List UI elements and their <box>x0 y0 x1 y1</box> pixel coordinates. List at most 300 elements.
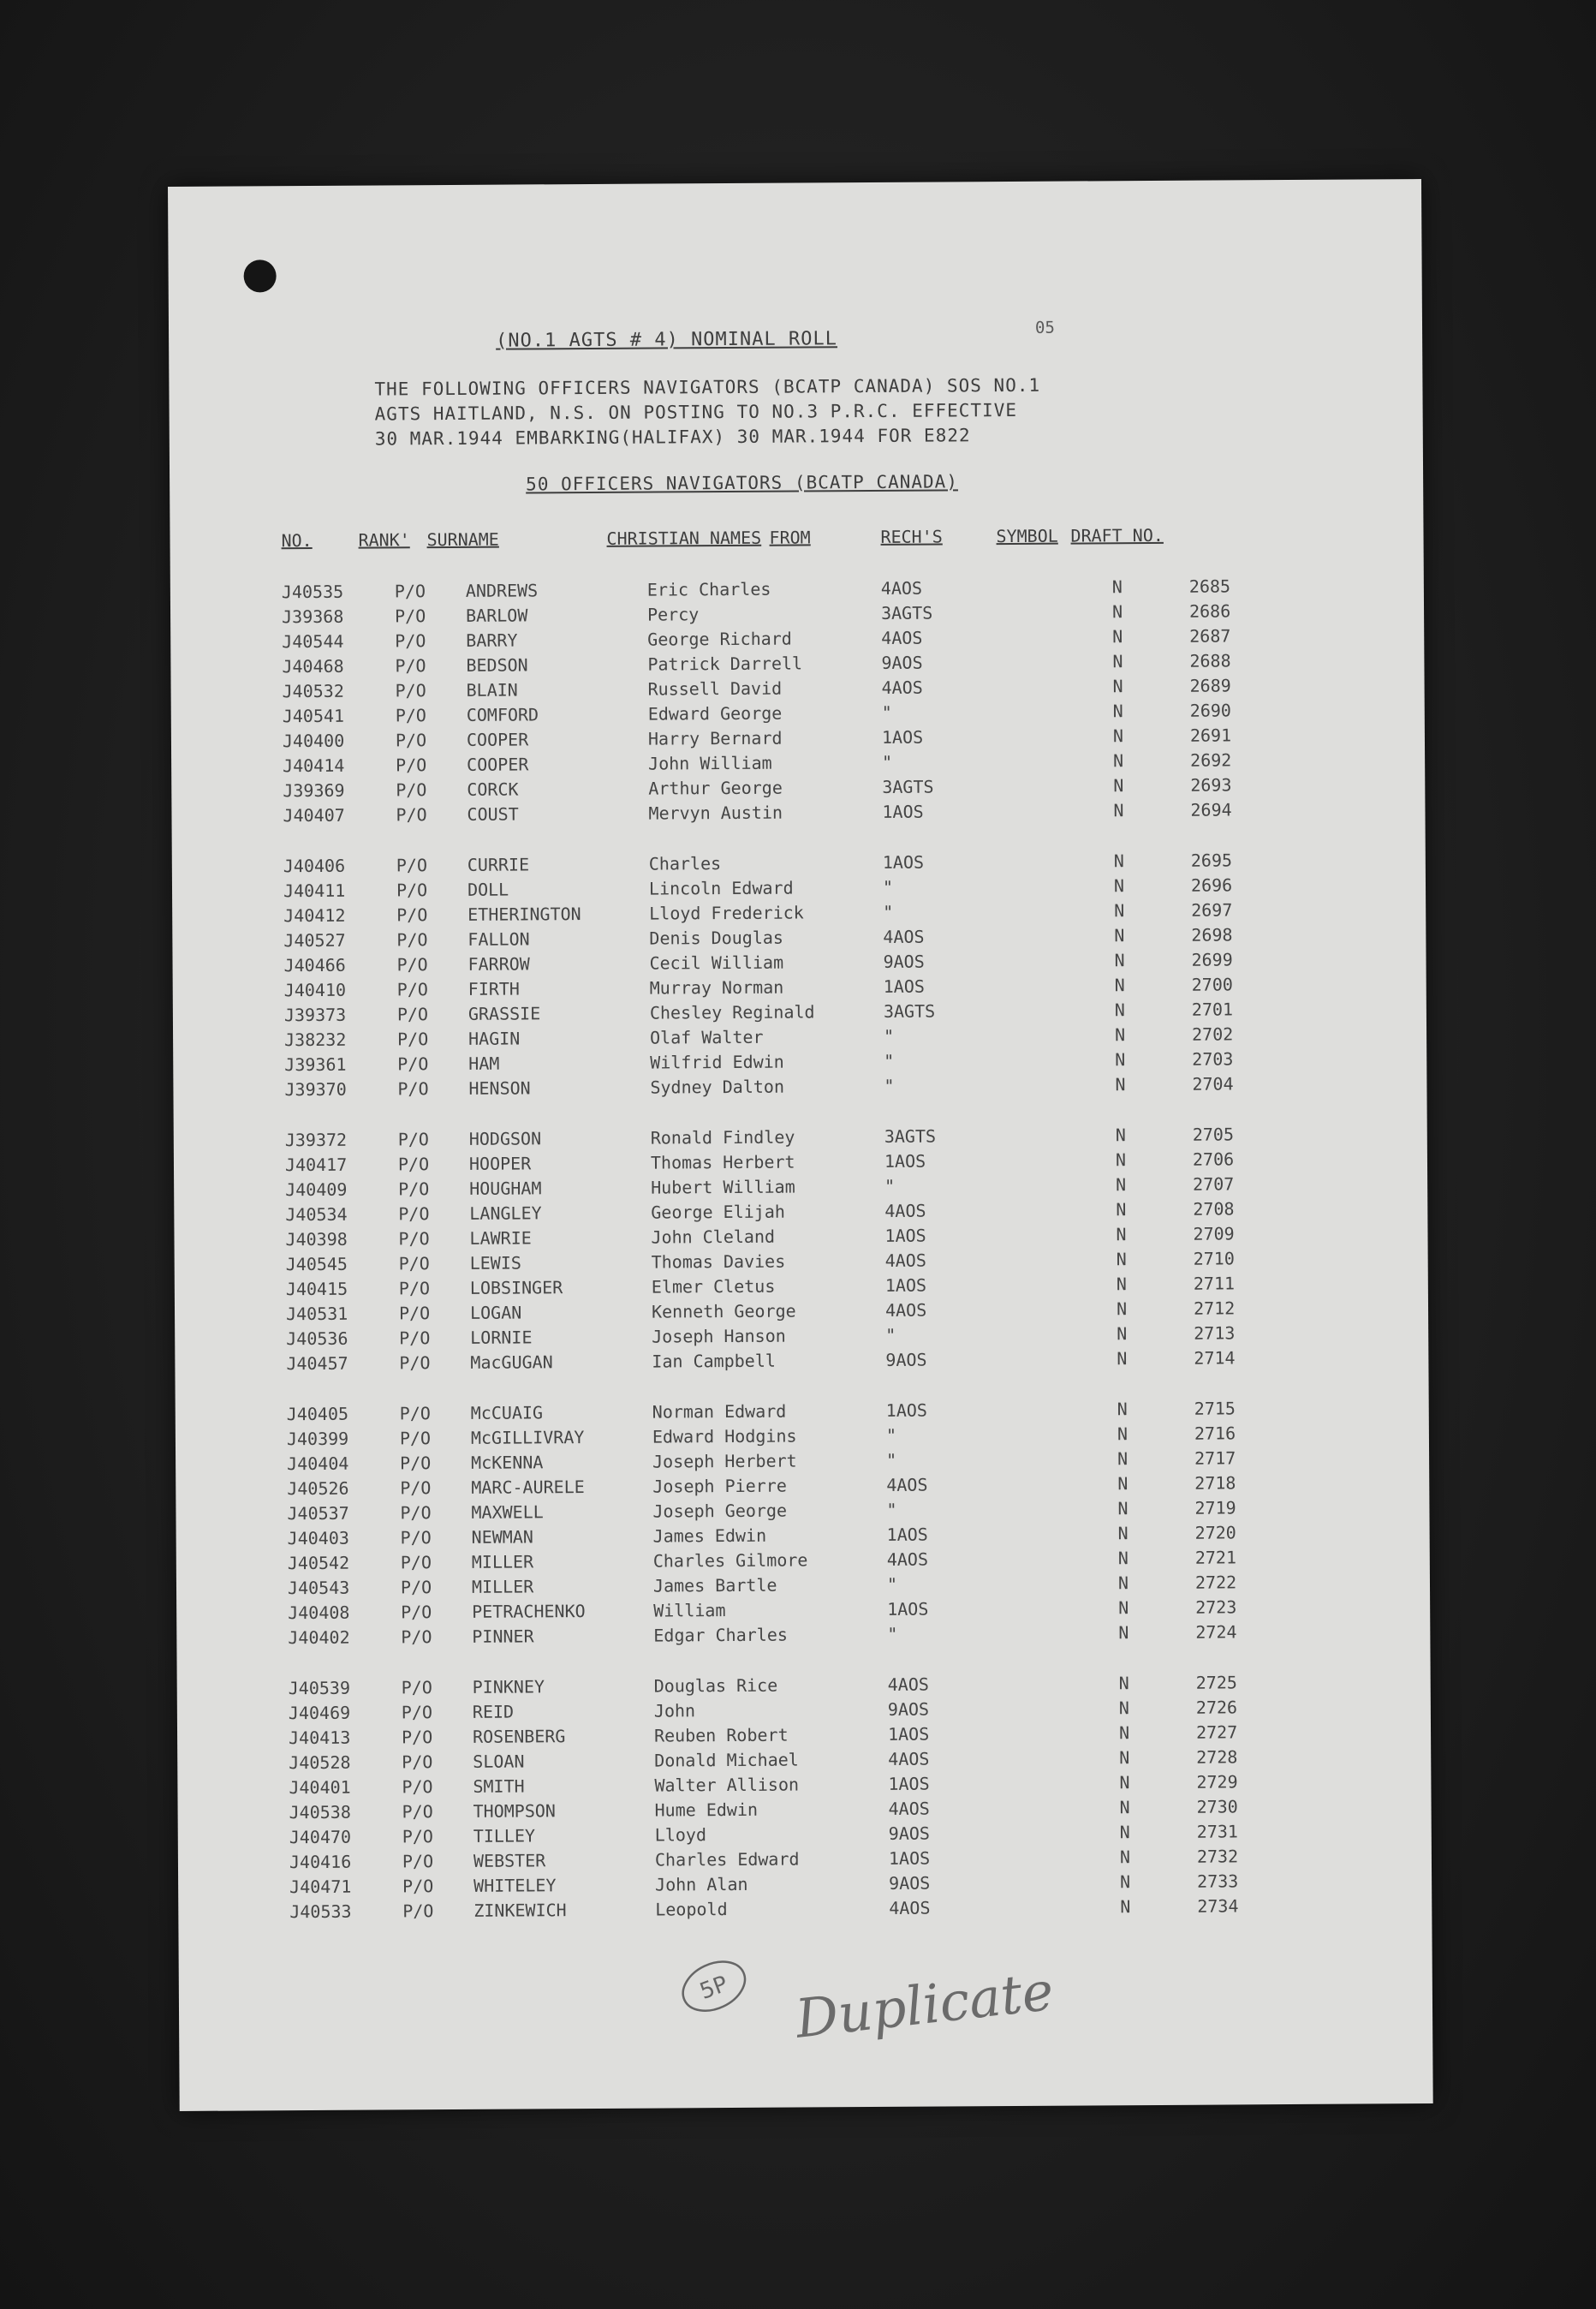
cell-from: 4AOS <box>886 1548 929 1570</box>
cell-surname: GRASSIE <box>467 1003 541 1024</box>
cell-from: " <box>881 701 892 723</box>
cell-rank: P/O <box>395 705 426 726</box>
cell-rank: P/O <box>397 1129 429 1150</box>
cell-service-number: J40402 <box>288 1626 350 1649</box>
cell-symbol: N <box>1114 1024 1126 1046</box>
cell-service-number: J40457 <box>286 1352 348 1375</box>
cell-christian-names: Leopold <box>655 1899 728 1920</box>
cell-christian-names: Joseph Pierre <box>652 1475 787 1497</box>
cell-draft-no: 2687 <box>1189 625 1231 647</box>
cell-symbol: N <box>1115 1074 1126 1095</box>
cell-draft-no: 2688 <box>1189 650 1231 671</box>
cell-from: 4AOS <box>888 1748 930 1769</box>
cell-draft-no: 2708 <box>1193 1198 1235 1220</box>
cell-symbol: N <box>1113 775 1124 797</box>
cell-christian-names: Mervyn Austin <box>648 802 783 824</box>
cell-christian-names: Reuben Robert <box>653 1724 789 1746</box>
cell-symbol: N <box>1116 1199 1127 1220</box>
cell-rank: P/O <box>402 1826 433 1847</box>
cell-christian-names: Joseph George <box>652 1500 788 1522</box>
cell-draft-no: 2731 <box>1196 1821 1238 1842</box>
cell-rank: P/O <box>400 1477 432 1499</box>
cell-surname: McCUAIG <box>470 1402 544 1423</box>
cell-symbol: N <box>1119 1847 1131 1868</box>
cell-from: 1AOS <box>884 1274 927 1296</box>
cell-service-number: J40532 <box>282 680 344 702</box>
cell-surname: COOPER <box>466 729 529 750</box>
cell-from: " <box>883 901 894 922</box>
cell-surname: PINKNEY <box>472 1676 545 1697</box>
cell-symbol: N <box>1117 1448 1129 1470</box>
cell-symbol: N <box>1113 750 1124 772</box>
cell-surname: McKENNA <box>471 1452 544 1473</box>
cell-draft-no: 2695 <box>1190 850 1233 871</box>
cell-rank: P/O <box>399 1352 431 1374</box>
cell-draft-no: 2700 <box>1191 974 1233 995</box>
cell-symbol: N <box>1114 975 1125 996</box>
cell-from: 4AOS <box>888 1798 930 1819</box>
cell-from: 4AOS <box>884 1250 926 1271</box>
cell-surname: ZINKEWICH <box>473 1900 567 1921</box>
cell-rank: P/O <box>396 979 428 1000</box>
cell-christian-names: Russell David <box>647 677 783 700</box>
cell-from: " <box>886 1573 898 1595</box>
cell-surname: MARC-AURELE <box>471 1477 585 1498</box>
cell-christian-names: Edward Hodgins <box>652 1425 797 1447</box>
cell-symbol: N <box>1117 1473 1129 1495</box>
cell-surname: REID <box>472 1701 515 1722</box>
cell-christian-names: Cecil William <box>649 952 784 974</box>
cell-from: " <box>886 1499 897 1520</box>
cell-surname: COOPER <box>467 754 529 775</box>
cell-service-number: J40541 <box>282 705 345 727</box>
cell-surname: PETRACHENKO <box>472 1601 586 1622</box>
cell-service-number: J40399 <box>286 1428 349 1450</box>
cell-christian-names: James Edwin <box>652 1524 767 1547</box>
cell-service-number: J40405 <box>286 1403 349 1425</box>
cell-symbol: N <box>1119 1797 1130 1818</box>
cell-from: 3AGTS <box>880 602 933 623</box>
cell-surname: SLOAN <box>473 1751 525 1772</box>
cell-from: 4AOS <box>881 627 923 648</box>
cell-christian-names: Wilfrid Edwin <box>650 1051 784 1073</box>
cell-service-number: J39372 <box>284 1129 348 1151</box>
cell-surname: LOGAN <box>469 1302 522 1323</box>
cell-from: 9AOS <box>889 1872 931 1894</box>
cell-draft-no: 2686 <box>1188 600 1231 622</box>
cell-from: 1AOS <box>886 1524 928 1545</box>
cell-from: 1AOS <box>888 1773 930 1794</box>
cell-from: " <box>884 1050 895 1071</box>
cell-surname: PINNER <box>472 1626 534 1647</box>
cell-service-number: J40398 <box>285 1228 348 1250</box>
cell-draft-no: 2724 <box>1195 1621 1237 1643</box>
cell-surname: HAM <box>468 1053 500 1074</box>
cell-rank: P/O <box>400 1527 432 1548</box>
cell-draft-no: 2690 <box>1189 700 1232 721</box>
cell-service-number: J40400 <box>282 730 345 752</box>
cell-symbol: N <box>1117 1399 1128 1420</box>
cell-christian-names: Percy <box>646 604 700 625</box>
cell-rank: P/O <box>401 1602 432 1623</box>
cell-from: 4AOS <box>886 1474 928 1495</box>
header-rank: RANK' <box>358 529 410 551</box>
cell-draft-no: 2723 <box>1195 1596 1237 1618</box>
cell-christian-names: George Richard <box>647 628 792 650</box>
cell-symbol: N <box>1114 900 1125 922</box>
cell-christian-names: Joseph Herbert <box>652 1450 797 1472</box>
cell-rank: P/O <box>402 1876 434 1897</box>
cell-christian-names: Hume Edwin <box>654 1799 759 1821</box>
cell-service-number: J40413 <box>288 1727 351 1749</box>
cell-service-number: J40544 <box>282 630 344 653</box>
cell-rank: P/O <box>402 1751 433 1773</box>
cell-draft-no: 2715 <box>1194 1398 1236 1419</box>
cell-symbol: N <box>1114 999 1126 1021</box>
cell-draft-no: 2707 <box>1193 1173 1235 1195</box>
cell-service-number: J39369 <box>283 779 345 802</box>
cell-symbol: N <box>1119 1747 1130 1769</box>
cell-rank: P/O <box>402 1851 434 1872</box>
cell-symbol: N <box>1115 1149 1127 1171</box>
cell-service-number: J40415 <box>285 1278 348 1300</box>
cell-from: " <box>882 751 893 773</box>
cell-rank: P/O <box>397 1053 429 1075</box>
cell-surname: WHITELEY <box>473 1875 557 1896</box>
cell-draft-no: 2716 <box>1194 1423 1236 1444</box>
cell-symbol: N <box>1114 925 1125 946</box>
cell-draft-no: 2701 <box>1191 999 1234 1020</box>
cell-draft-no: 2697 <box>1191 899 1233 921</box>
cell-rank: P/O <box>397 1078 429 1100</box>
stamp-text: 5P <box>696 1971 732 2005</box>
cell-from: 4AOS <box>884 1299 927 1321</box>
cell-christian-names: Walter Allison <box>654 1774 800 1796</box>
roll-subtitle: 50 OFFICERS NAVIGATORS (BCATP CANADA) <box>526 471 958 495</box>
cell-service-number: J40409 <box>285 1178 348 1201</box>
cell-surname: LEWIS <box>469 1252 521 1274</box>
cell-rank: P/O <box>401 1626 432 1648</box>
cell-surname: NEWMAN <box>471 1526 533 1548</box>
cell-symbol: N <box>1117 1523 1129 1544</box>
cell-rank: P/O <box>396 779 427 801</box>
cell-rank: P/O <box>396 929 428 951</box>
cell-draft-no: 2734 <box>1197 1895 1239 1917</box>
cell-draft-no: 2705 <box>1192 1124 1235 1145</box>
header-from: FROM <box>769 527 811 548</box>
cell-rank: P/O <box>401 1677 432 1698</box>
cell-from: 4AOS <box>887 1674 929 1695</box>
cell-christian-names: Lloyd <box>654 1824 707 1846</box>
cell-christian-names: Denis Douglas <box>649 927 783 949</box>
cell-rank: P/O <box>396 880 428 901</box>
cell-symbol: N <box>1113 850 1124 872</box>
cell-christian-names: Sydney Dalton <box>650 1076 785 1098</box>
cell-draft-no: 2730 <box>1196 1796 1238 1817</box>
cell-surname: HODGSON <box>468 1128 542 1149</box>
cell-christian-names: Hubert William <box>651 1176 795 1198</box>
cell-from: 1AOS <box>885 1399 927 1421</box>
cell-draft-no: 2719 <box>1194 1497 1236 1518</box>
cell-surname: FIRTH <box>467 978 521 999</box>
cell-rank: P/O <box>402 1900 434 1922</box>
cell-symbol: N <box>1120 1896 1131 1918</box>
cell-draft-no: 2725 <box>1195 1672 1237 1693</box>
cell-rank: P/O <box>395 630 426 652</box>
cell-service-number: J40406 <box>283 855 346 877</box>
cell-draft-no: 2726 <box>1195 1697 1238 1718</box>
cell-draft-no: 2710 <box>1193 1248 1235 1269</box>
cell-symbol: N <box>1114 950 1125 971</box>
page-number: 05 <box>1034 318 1055 337</box>
document-sheet <box>168 179 1433 2111</box>
cell-from: 9AOS <box>881 652 923 673</box>
cell-from: 4AOS <box>880 577 923 599</box>
cell-draft-no: 2692 <box>1190 749 1232 771</box>
cell-surname: ANDREWS <box>465 580 539 601</box>
cell-surname: BARRY <box>466 629 518 651</box>
cell-draft-no: 2721 <box>1194 1547 1237 1568</box>
cell-symbol: N <box>1117 1548 1129 1569</box>
cell-from: " <box>886 1449 897 1471</box>
cell-symbol: N <box>1119 1772 1130 1793</box>
cell-symbol: N <box>1117 1572 1129 1594</box>
cell-draft-no: 2698 <box>1191 924 1233 946</box>
cell-surname: McGILLIVRAY <box>470 1427 585 1448</box>
cell-symbol: N <box>1116 1298 1128 1320</box>
cell-surname: THOMPSON <box>473 1800 556 1822</box>
handwritten-note: Duplicate <box>792 1959 1057 2050</box>
cell-symbol: N <box>1118 1722 1130 1744</box>
cell-draft-no: 2717 <box>1194 1447 1236 1469</box>
cell-service-number: J40471 <box>289 1876 352 1898</box>
cell-symbol: N <box>1119 1822 1130 1843</box>
cell-christian-names: Harry Bernard <box>647 727 783 749</box>
cell-from: 1AOS <box>884 1225 926 1246</box>
cell-service-number: J39373 <box>283 1004 347 1026</box>
cell-surname: WEBSTER <box>473 1850 546 1871</box>
cell-surname: MILLER <box>471 1576 534 1597</box>
cell-christian-names: Ian Campbell <box>652 1350 776 1372</box>
cell-draft-no: 2704 <box>1192 1073 1234 1095</box>
cell-symbol: N <box>1115 1049 1126 1071</box>
cell-from: 1AOS <box>888 1847 931 1869</box>
cell-service-number: J40542 <box>287 1552 350 1574</box>
cell-service-number: J40412 <box>283 904 346 927</box>
cell-symbol: N <box>1116 1274 1127 1295</box>
cell-draft-no: 2722 <box>1194 1572 1237 1593</box>
cell-christian-names: Charles <box>648 853 722 874</box>
cell-symbol: N <box>1117 1323 1128 1345</box>
cell-service-number: J40414 <box>283 755 345 777</box>
cell-from: 3AGTS <box>883 1000 936 1022</box>
cell-surname: BEDSON <box>466 654 528 676</box>
cell-service-number: J38232 <box>284 1029 347 1051</box>
cell-draft-no: 2713 <box>1194 1322 1236 1344</box>
handwritten-duplicate-mark <box>666 1933 1057 2055</box>
cell-from: " <box>884 1025 895 1047</box>
cell-service-number: J40528 <box>289 1751 351 1774</box>
cell-symbol: N <box>1116 1224 1127 1245</box>
cell-rank: P/O <box>397 1029 429 1050</box>
cell-surname: TILLEY <box>473 1825 536 1847</box>
cell-rank: P/O <box>401 1727 433 1748</box>
cell-surname: HAGIN <box>468 1028 521 1049</box>
cell-rank: P/O <box>398 1228 430 1250</box>
cell-christian-names: Kenneth George <box>651 1300 796 1322</box>
cell-rank: P/O <box>400 1453 432 1474</box>
cell-service-number: J40545 <box>285 1253 348 1275</box>
cell-draft-no: 2703 <box>1192 1048 1234 1070</box>
cell-service-number: J40404 <box>287 1453 349 1475</box>
cell-rank: P/O <box>396 804 427 826</box>
cell-surname: DOLL <box>467 879 509 900</box>
cell-service-number: J39368 <box>281 606 344 628</box>
cell-draft-no: 2714 <box>1194 1347 1236 1369</box>
cell-christian-names: Edgar Charles <box>653 1624 788 1646</box>
cell-christian-names: William <box>653 1600 726 1621</box>
cell-christian-names: Douglas Rice <box>653 1674 778 1697</box>
cell-christian-names: Lincoln Edward <box>648 877 794 899</box>
cell-surname: LANGLEY <box>469 1202 542 1224</box>
cell-from: 1AOS <box>884 1150 926 1172</box>
cell-draft-no: 2729 <box>1196 1771 1238 1793</box>
cell-christian-names: Elmer Cletus <box>651 1275 776 1298</box>
cell-draft-no: 2728 <box>1196 1746 1238 1768</box>
cell-service-number: J40408 <box>288 1602 350 1624</box>
cell-service-number: J40407 <box>283 804 345 826</box>
cell-christian-names: Chesley Reginald <box>649 1001 815 1023</box>
cell-from: 9AOS <box>883 951 925 972</box>
cell-rank: P/O <box>397 1154 430 1175</box>
cell-surname: COUST <box>467 803 519 825</box>
cell-rank: P/O <box>399 1428 432 1449</box>
cell-draft-no: 2693 <box>1190 774 1232 796</box>
intro-line: 30 MAR.1944 EMBARKING(HALIFAX) 30 MAR.1944 FOR E822 <box>374 425 971 450</box>
cell-draft-no: 2699 <box>1191 949 1233 970</box>
cell-symbol: N <box>1118 1622 1129 1644</box>
cell-from: " <box>885 1424 897 1446</box>
cell-symbol: N <box>1111 576 1123 598</box>
cell-from: 9AOS <box>885 1349 927 1370</box>
cell-from: 3AGTS <box>882 776 934 797</box>
cell-from: " <box>884 1075 895 1096</box>
cell-draft-no: 2727 <box>1195 1721 1238 1743</box>
cell-christian-names: Edward George <box>647 702 783 725</box>
cell-from: 1AOS <box>881 726 924 748</box>
cell-from: 9AOS <box>887 1698 930 1720</box>
cell-service-number: J40401 <box>289 1776 351 1799</box>
cell-rank: P/O <box>396 755 427 776</box>
cell-service-number: J40470 <box>289 1826 352 1848</box>
cell-rank: P/O <box>396 855 428 876</box>
cell-christian-names: Norman Edward <box>652 1400 787 1423</box>
cell-symbol: N <box>1112 701 1123 722</box>
document-title: (NO.1 AGTS # 4) NOMINAL ROLL <box>496 328 838 352</box>
cell-rank: P/O <box>396 1004 429 1025</box>
cell-service-number: J39370 <box>284 1078 347 1101</box>
cell-surname: HENSON <box>468 1077 531 1099</box>
cell-christian-names: John Alan <box>655 1873 748 1895</box>
cell-draft-no: 2689 <box>1189 675 1231 696</box>
cell-christian-names: Thomas Herbert <box>650 1151 795 1173</box>
cell-draft-no: 2712 <box>1193 1298 1236 1319</box>
cell-surname: HOOPER <box>468 1153 532 1174</box>
cell-rank: P/O <box>395 655 426 677</box>
cell-from: 1AOS <box>882 851 925 873</box>
cell-service-number: J40543 <box>287 1577 350 1599</box>
cell-draft-no: 2706 <box>1192 1149 1235 1170</box>
cell-from: 1AOS <box>887 1723 930 1745</box>
cell-surname: MacGUGAN <box>470 1351 553 1373</box>
cell-christian-names: Olaf Walter <box>650 1026 764 1048</box>
cell-from: 3AGTS <box>884 1125 937 1147</box>
cell-service-number: J40417 <box>284 1154 348 1176</box>
cell-symbol: N <box>1117 1498 1129 1519</box>
cell-draft-no: 2696 <box>1190 874 1233 896</box>
cell-from: " <box>884 1175 896 1196</box>
cell-surname: BLAIN <box>466 679 518 701</box>
cell-rank: P/O <box>394 606 426 627</box>
cell-draft-no: 2685 <box>1188 576 1231 597</box>
cell-draft-no: 2709 <box>1193 1223 1235 1244</box>
header-rech: RECH'S <box>880 526 943 547</box>
header-draft-no: DRAFT NO. <box>1070 524 1164 546</box>
cell-service-number: J40535 <box>281 581 344 603</box>
cell-from: 4AOS <box>881 677 923 698</box>
cell-surname: FARROW <box>467 953 530 975</box>
cell-surname: COMFORD <box>466 704 539 725</box>
cell-symbol: N <box>1113 800 1124 821</box>
cell-christian-names: John <box>653 1700 696 1721</box>
cell-draft-no: 2702 <box>1191 1023 1234 1045</box>
cell-symbol: N <box>1112 725 1124 747</box>
cell-rank: P/O <box>398 1178 430 1200</box>
cell-symbol: N <box>1118 1697 1129 1719</box>
cell-surname: CURRIE <box>467 854 530 875</box>
cell-from: 4AOS <box>883 926 925 947</box>
cell-christian-names: Ronald Findley <box>650 1126 795 1149</box>
cell-symbol: N <box>1112 651 1123 672</box>
cell-christian-names: John William <box>648 752 772 774</box>
cell-service-number: J40527 <box>283 929 346 952</box>
cell-christian-names: Eric Charles <box>646 578 771 600</box>
cell-surname: FALLON <box>467 928 530 950</box>
intro-line: AGTS HAITLAND, N.S. ON POSTING TO NO.3 P.R.C. EFFECTIVE <box>374 399 1018 425</box>
cell-service-number: J40531 <box>285 1303 348 1325</box>
cell-service-number: J40534 <box>285 1203 348 1226</box>
cell-rank: P/O <box>402 1776 433 1798</box>
cell-rank: P/O <box>398 1253 430 1274</box>
cell-surname: ROSENBERG <box>472 1726 566 1747</box>
cell-service-number: J40537 <box>287 1502 349 1524</box>
cell-service-number: J39361 <box>284 1053 347 1076</box>
header-no: NO. <box>281 529 313 552</box>
cell-christian-names: John Cleland <box>651 1226 776 1248</box>
cell-service-number: J40536 <box>286 1328 348 1350</box>
cell-symbol: N <box>1112 626 1123 647</box>
cell-from: 4AOS <box>884 1200 926 1221</box>
cell-from: 4AOS <box>889 1897 931 1918</box>
cell-rank: P/O <box>400 1577 432 1598</box>
cell-service-number: J40539 <box>288 1677 351 1699</box>
table-header <box>170 523 1423 555</box>
cell-christian-names: George Elijah <box>651 1201 785 1223</box>
cell-symbol: N <box>1117 1423 1129 1445</box>
cell-from: " <box>882 876 894 898</box>
cell-from: 9AOS <box>888 1823 931 1844</box>
cell-symbol: N <box>1120 1871 1131 1893</box>
